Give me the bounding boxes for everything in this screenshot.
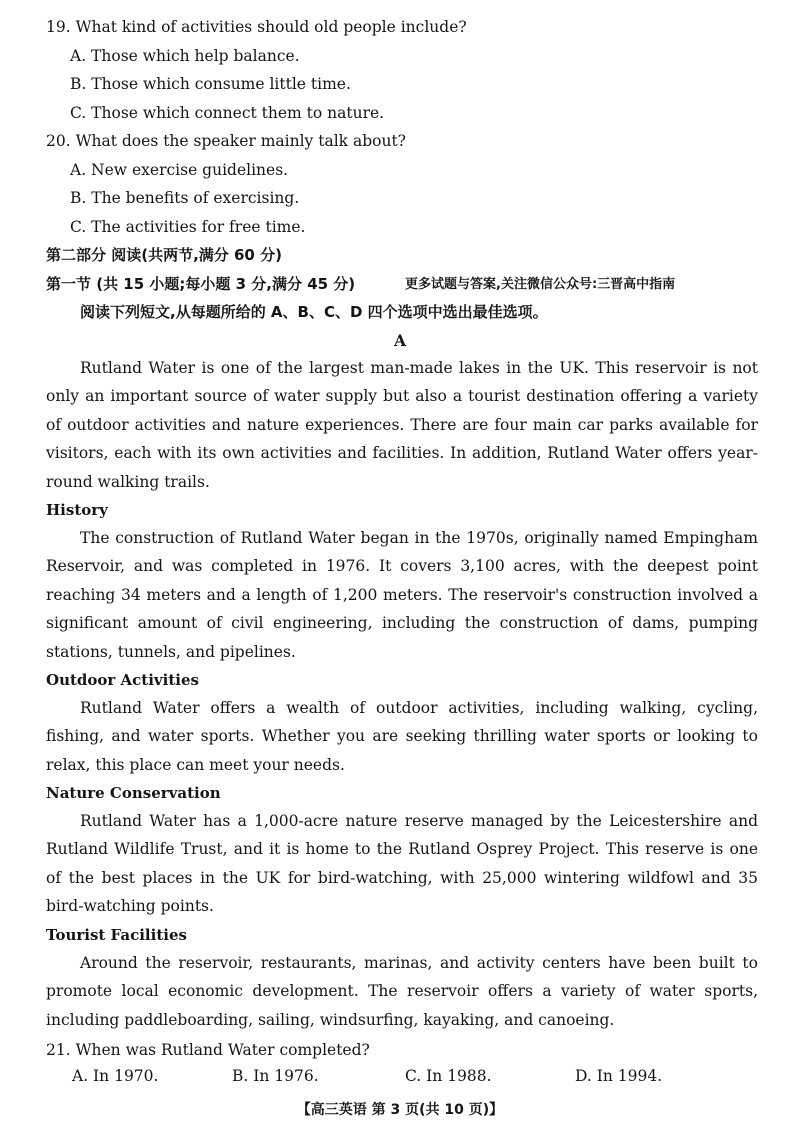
- heading-nature-conservation: Nature Conservation: [46, 784, 221, 802]
- reading-instruction: 阅读下列短文,从每题所给的 A、B、C、D 四个选项中选出最佳选项。: [80, 303, 548, 321]
- question-19-option-b: B. Those which consume little time.: [70, 75, 351, 93]
- question-21-option-d: D. In 1994.: [575, 1067, 663, 1085]
- page-footer: 【高三英语 第 3 页(共 10 页)】: [296, 1102, 504, 1118]
- question-19-option-a: A. Those which help balance.: [70, 47, 300, 65]
- question-21: 21. When was Rutland Water completed?: [46, 1041, 370, 1059]
- question-21-option-c: C. In 1988.: [405, 1067, 492, 1085]
- question-21-option-a: A. In 1970.: [72, 1067, 159, 1085]
- heading-outdoor-activities: Outdoor Activities: [46, 671, 199, 689]
- question-21-options: [0, 1067, 800, 1087]
- question-20: 20. What does the speaker mainly talk about?: [46, 132, 406, 150]
- paragraph-nature-conservation: Rutland Water has a 1,000-acre nature reserve managed by the Leicestershire and Rutland Wildlife Trust, and it is home to the Rutland Osprey Project. This reserve is one of the best places in the UK for bird-watching, with 25,000 wintering wildfowl and 35 bird-watching points.: [46, 812, 758, 916]
- promo-note: 更多试题与答案,关注微信公众号:三晋高中指南: [405, 277, 676, 292]
- question-21-option-b: B. In 1976.: [232, 1067, 319, 1085]
- passage-label: A: [393, 331, 407, 350]
- question-19: 19. What kind of activities should old people include?: [46, 18, 467, 36]
- question-20-option-c: C. The activities for free time.: [70, 218, 306, 236]
- paragraph-outdoor-activities: Rutland Water offers a wealth of outdoor activities, including walking, cycling, fishing, and water sports. Whether you are seeking thrilling water sports or looking to relax, this place can meet your needs.: [46, 699, 758, 774]
- question-20-option-b: B. The benefits of exercising.: [70, 189, 300, 207]
- passage-intro: Rutland Water is one of the largest man-made lakes in the UK. This reservoir is not only an important source of water supply but also a tourist destination offering a variety of outdoor activities and nature experiences. There are four main car parks available for visitors, each with its own activities and facilities. In addition, Rutland Water offers year-round walking trails.: [46, 359, 758, 491]
- part-two-title: 第二部分 阅读(共两节,满分 60 分): [46, 246, 282, 264]
- heading-history: History: [46, 501, 108, 519]
- paragraph-history: The construction of Rutland Water began in the 1970s, originally named Empingham Reservoir, and was completed in 1976. It covers 3,100 acres, with the deepest point reaching 34 meters and a length of 1,200 meters. The reservoir's construction involved a significant amount of civil engineering, including the construction of dams, pumping stations, tunnels, and pipelines.: [46, 529, 758, 661]
- question-20-option-a: A. New exercise guidelines.: [70, 161, 289, 179]
- paragraph-tourist-facilities: Around the reservoir, restaurants, marinas, and activity centers have been built to promote local economic development. The reservoir offers a variety of water sports, including paddleboarding, sailing, windsurfing, kayaking, and canoeing.: [46, 954, 758, 1029]
- section-one-title: 第一节 (共 15 小题;每小题 3 分,满分 45 分): [46, 275, 356, 293]
- heading-tourist-facilities: Tourist Facilities: [46, 926, 187, 944]
- question-19-option-c: C. Those which connect them to nature.: [70, 104, 385, 122]
